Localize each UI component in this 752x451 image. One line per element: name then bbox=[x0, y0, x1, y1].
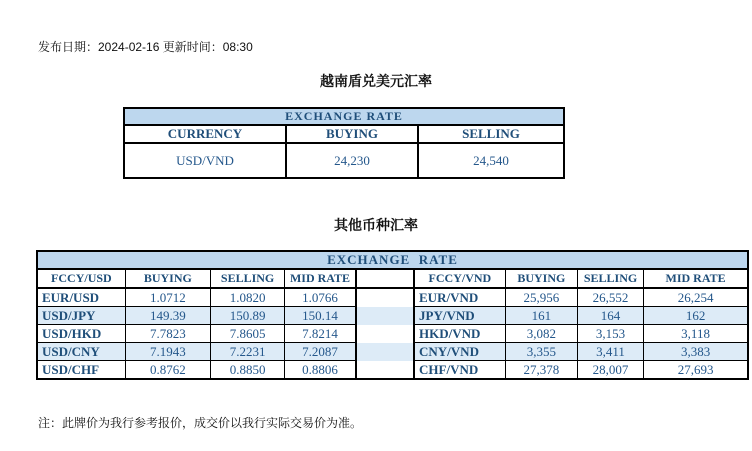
mid-rate: 3,118 bbox=[644, 325, 748, 343]
col-header-midrate-right: MID RATE bbox=[644, 269, 748, 288]
table-row bbox=[37, 307, 748, 325]
buying-rate: 0.8762 bbox=[125, 361, 210, 380]
currency-pair: USD/JPY bbox=[37, 307, 125, 325]
selling-rate: 1.0820 bbox=[210, 288, 284, 307]
buying-rate: 3,082 bbox=[505, 325, 577, 343]
col-header-buying-right: BUYING bbox=[505, 269, 577, 288]
gap-cell bbox=[356, 361, 414, 380]
currency-pair: USD/CHF bbox=[37, 361, 125, 380]
col-header-midrate-left: MID RATE bbox=[285, 269, 356, 288]
selling-rate: 3,411 bbox=[577, 343, 643, 361]
mid-rate: 162 bbox=[644, 307, 748, 325]
table-row bbox=[37, 288, 748, 307]
buying-rate: 149.39 bbox=[125, 307, 210, 325]
other-currencies-section-title: 其他币种汇率 bbox=[334, 217, 418, 233]
buying-rate: 1.0712 bbox=[125, 288, 210, 307]
currency-pair: EUR/USD bbox=[37, 288, 125, 307]
currency-pair: CHF/VND bbox=[414, 361, 505, 380]
buying-rate: 24,230 bbox=[286, 143, 418, 178]
buying-rate: 7.7823 bbox=[125, 325, 210, 343]
buying-rate: 27,378 bbox=[505, 361, 577, 380]
table-row bbox=[37, 343, 748, 361]
col-header-selling-left: SELLING bbox=[210, 269, 284, 288]
currency-pair: JPY/VND bbox=[414, 307, 505, 325]
table-banner-row bbox=[37, 251, 748, 269]
currency-pair: USD/HKD bbox=[37, 325, 125, 343]
buying-rate: 3,355 bbox=[505, 343, 577, 361]
col-header-fccy-vnd: FCCY/VND bbox=[414, 269, 505, 288]
selling-rate: 28,007 bbox=[577, 361, 643, 380]
gap-cell bbox=[356, 343, 414, 361]
mid-rate: 3,383 bbox=[644, 343, 748, 361]
mid-rate: 0.8806 bbox=[285, 361, 356, 380]
mid-rate: 150.14 bbox=[285, 307, 356, 325]
selling-rate: 26,552 bbox=[577, 288, 643, 307]
selling-rate: 150.89 bbox=[210, 307, 284, 325]
col-header-fccy-usd: FCCY/USD bbox=[37, 269, 125, 288]
col-header-selling: SELLING bbox=[418, 125, 564, 143]
currency-pair: HKD/VND bbox=[414, 325, 505, 343]
col-header-selling-right: SELLING bbox=[577, 269, 643, 288]
selling-rate: 0.8850 bbox=[210, 361, 284, 380]
table-row bbox=[37, 361, 748, 380]
buying-rate: 25,956 bbox=[505, 288, 577, 307]
col-header-buying-left: BUYING bbox=[125, 269, 210, 288]
publish-date-line: 发布日期：2024-02-16 更新时间：08:30 bbox=[38, 40, 253, 54]
selling-rate: 24,540 bbox=[418, 143, 564, 178]
currency-pair: USD/VND bbox=[124, 143, 286, 178]
currency-pair: EUR/VND bbox=[414, 288, 505, 307]
selling-rate: 164 bbox=[577, 307, 643, 325]
selling-rate: 3,153 bbox=[577, 325, 643, 343]
gap-cell bbox=[356, 269, 414, 288]
mid-rate: 1.0766 bbox=[285, 288, 356, 307]
disclaimer-note: 注：此牌价为我行参考报价，成交价以我行实际交易价为准。 bbox=[38, 416, 363, 430]
column-header-row bbox=[37, 269, 748, 288]
currency-pair: USD/CNY bbox=[37, 343, 125, 361]
usd-vnd-rate-table bbox=[123, 107, 565, 179]
usd-vnd-section-title: 越南盾兑美元汇率 bbox=[320, 73, 432, 89]
table-row bbox=[37, 325, 748, 343]
buying-rate: 7.1943 bbox=[125, 343, 210, 361]
currency-pair: CNY/VND bbox=[414, 343, 505, 361]
other-currencies-rate-table bbox=[36, 250, 749, 380]
column-header-row bbox=[124, 125, 564, 143]
gap-cell bbox=[356, 288, 414, 307]
table-row bbox=[124, 143, 564, 178]
col-header-currency: CURRENCY bbox=[124, 125, 286, 143]
mid-rate: 7.2087 bbox=[285, 343, 356, 361]
selling-rate: 7.2231 bbox=[210, 343, 284, 361]
mid-rate: 26,254 bbox=[644, 288, 748, 307]
mid-rate: 27,693 bbox=[644, 361, 748, 380]
table-banner-row bbox=[124, 108, 564, 125]
table-banner: EXCHANGE RATE bbox=[124, 108, 564, 125]
mid-rate: 7.8214 bbox=[285, 325, 356, 343]
selling-rate: 7.8605 bbox=[210, 325, 284, 343]
gap-cell bbox=[356, 307, 414, 325]
gap-cell bbox=[356, 325, 414, 343]
col-header-buying: BUYING bbox=[286, 125, 418, 143]
buying-rate: 161 bbox=[505, 307, 577, 325]
table-banner: EXCHANGE RATE bbox=[37, 251, 748, 269]
